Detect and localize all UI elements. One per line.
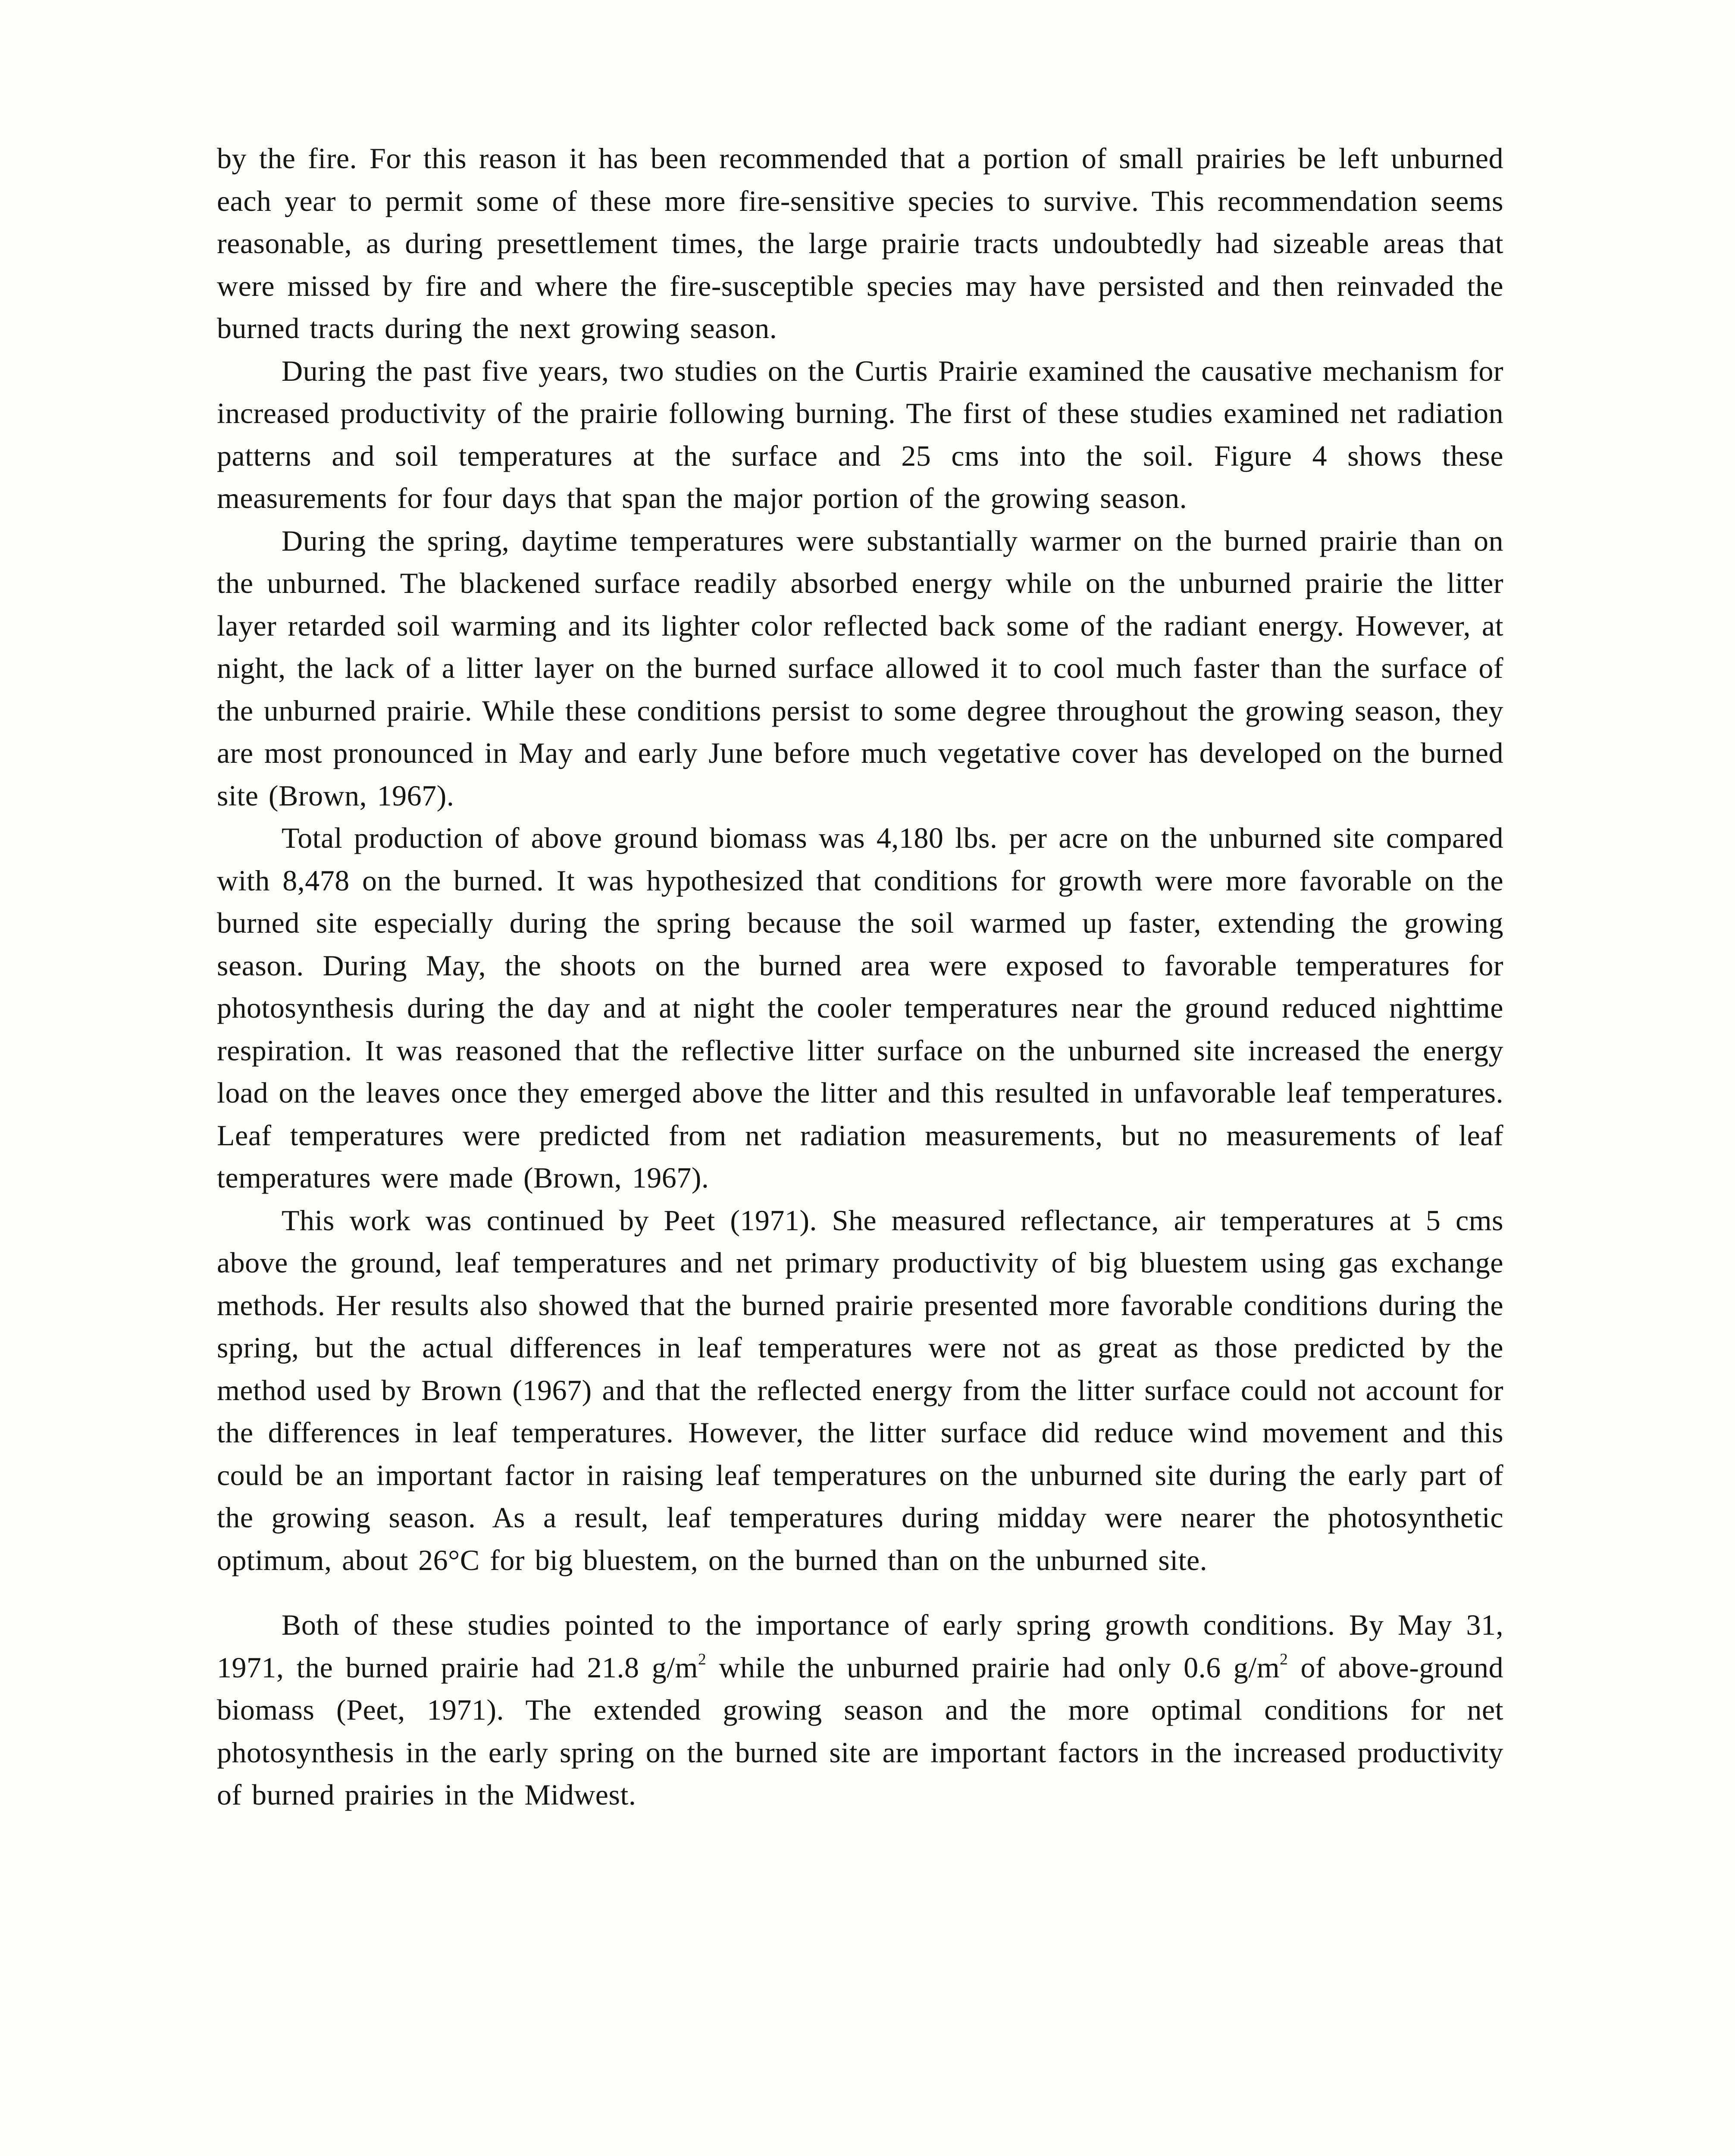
body-text bbox=[217, 137, 1503, 1816]
superscript-square: 2 bbox=[1280, 1650, 1288, 1668]
paragraph-6-text-c: of above-ground biomass (Peet, 1971). The extended growing season and the more optimal conditions for net photosynthesis in the early spring on the burned site are important factors in the increased productivity of burned prairies in the Midwest. bbox=[217, 1651, 1503, 1811]
paragraph-6-text-b: while the unburned prairie had only 0.6 g/m bbox=[706, 1651, 1280, 1684]
paragraph-1: by the fire. For this reason it has been recommended that a portion of small prairies be left unburned each year to permit some of these more fire-sensitive species to survive. This recommendation seems reasonable, as during presettlement times, the large prairie tracts undoubtedly had sizeable areas that were missed by fire and where the fire-susceptible species may have persisted and then reinvaded the burned tracts during the next growing season. bbox=[217, 142, 1503, 345]
paragraph-5: This work was continued by Peet (1971). She measured reflectance, air temperatures at 5 cms above the ground, leaf temperatures and net primary productivity of big bluestem using gas exchange methods. Her results also showed that the burned prairie presented more favorable conditions during the spring, but the actual differences in leaf temperatures were not as great as those predicted by the method used by Brown (1967) and that the reflected energy from the litter surface could not account for the differences in leaf temperatures. However, the litter surface did reduce wind movement and this could be an important factor in raising leaf temperatures on the unburned site during the early part of the growing season. As a result, leaf temperatures during midday were nearer the photosynthetic optimum, about 26°C for big bluestem, on the burned than on the unburned site. bbox=[217, 1203, 1503, 1576]
paragraph-4: Total production of above ground biomass was 4,180 lbs. per acre on the unburned site compared with 8,478 on the burned. It was hypothesized that conditions for growth were more favorable on the burned site especially during the spring because the soil warmed up faster, extending the growing season. During May, the shoots on the burned area were exposed to favorable temperatures for photosynthesis during the day and at night the cooler temperatures near the ground reduced nighttime respiration. It was reasoned that the reflective litter surface on the unburned site increased the energy load on the leaves once they emerged above the litter and this resulted in unfavorable leaf temperatures. Leaf temperatures were predicted from net radiation measurements, but no measurements of leaf temperatures were made (Brown, 1967). bbox=[217, 821, 1503, 1194]
superscript-square: 2 bbox=[698, 1650, 707, 1668]
paragraph-3: During the spring, daytime temperatures were substantially warmer on the burned prairie than on the unburned. The blackened surface readily absorbed energy while on the unburned prairie the litter layer retarded soil warming and its lighter color reflected back some of the radiant energy. However, at night, the lack of a litter layer on the burned surface allowed it to cool much faster than the surface of the unburned prairie. While these conditions persist to some degree throughout the growing season, they are most pronounced in May and early June before much vegetative cover has developed on the burned site (Brown, 1967). bbox=[217, 524, 1503, 812]
paragraph-6 bbox=[217, 1604, 1503, 1816]
paragraph-2: During the past five years, two studies on the Curtis Prairie examined the causative mechanism for increased productivity of the prairie following burning. The first of these studies examined net radiation patterns and soil temperatures at the surface and 25 cms into the soil. Figure 4 shows these measurements for four days that span the major portion of the growing season. bbox=[217, 354, 1503, 514]
paragraph-6-text-a: Both of these studies pointed to the importance of early spring growth conditions. By May 31, 1971, the burned prairie had 21.8 g/m bbox=[217, 1608, 1503, 1684]
